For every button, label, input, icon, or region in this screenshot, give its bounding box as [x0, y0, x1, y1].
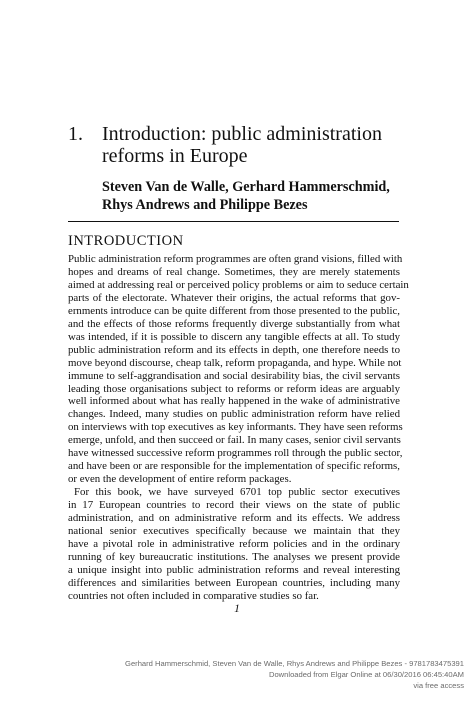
body-line: aimed at addressing real or perceived policy problems or aim to seduce certain	[68, 278, 409, 291]
body-line: move beyond discourse, cheap talk, reform propaganda, and hype. While not	[68, 356, 402, 369]
body-text	[68, 253, 409, 603]
chapter-title-line: reforms in Europe	[102, 145, 248, 167]
body-line: and have been or are responsible for the implementation of specific reforms,	[68, 460, 400, 473]
authors-line: Rhys Andrews and Philippe Bezes	[102, 197, 308, 213]
authors-line: Steven Van de Walle, Gerhard Hammerschmid,	[102, 179, 390, 195]
body-line: administration, and on administrative reform and its effects. We address	[68, 512, 400, 525]
body-line: well informed about what has really happened in the wake of administrative	[68, 395, 400, 408]
body-line: parts of the electorate. Whatever their origins, the actual reforms that gov-	[68, 291, 400, 304]
body-line: a unique insight into public administration reforms and reveal interesting	[68, 563, 400, 576]
body-line: ernments introduce can be quite different from those presented to the public,	[68, 304, 400, 317]
chapter-number: 1.	[68, 123, 83, 145]
body-line: on interviews with top executives as key informants. They have seen reforms	[68, 421, 403, 434]
body-line: emerge, unfold, and then succeed or fail. In many cases, senior civil servants	[68, 434, 401, 447]
body-line: running of key bureaucratic institutions. The analyses we present provide	[68, 550, 400, 563]
body-line: was intended, if it is possible to discern any tangible effects at all. To study	[68, 330, 400, 343]
page-number: 1	[234, 603, 240, 615]
body-line: Public administration reform programmes are often grand visions, filled with	[68, 253, 403, 265]
body-line: have witnessed successive reform programmes roll through the public sector,	[68, 447, 403, 460]
body-line: countries not often included in comparative studies so far.	[68, 589, 319, 602]
chapter-heading	[68, 123, 408, 167]
body-line: in 17 European countries to record their views on the state of public	[68, 499, 400, 512]
body-line: hopes and dreams of real change. Sometimes, they are merely statements	[68, 265, 400, 278]
body-line: or even the development of entire reform packages.	[68, 473, 292, 486]
body-line: changes. Indeed, many studies on public administration reform have relied	[68, 408, 400, 421]
body-line: For this book, we have surveyed 6701 top public sector executives	[74, 486, 400, 499]
body-line: immune to self-aggrandisation and social desirability bias, the civil servants	[68, 369, 400, 382]
footer-line: Downloaded from Elgar Online at 06/30/2016 06:45:40AM	[268, 670, 464, 679]
chapter-title-line: Introduction: public administration	[102, 123, 382, 145]
body-line: have a pivotal role in administrative reform policies and in the ordinary	[68, 537, 400, 550]
download-footer	[4, 658, 464, 691]
body-line: leading those organisations subject to reforms or reform ideas are arguably	[68, 382, 400, 395]
footer-line: via free access	[413, 681, 464, 690]
chapter-title	[102, 123, 402, 167]
heading-divider	[68, 221, 399, 222]
chapter-authors	[102, 178, 412, 214]
body-line: public administration reform and its effects in depth, one therefore needs to	[68, 343, 400, 356]
footer-line: Gerhard Hammerschmid, Steven Van de Walle, Rhys Andrews and Philippe Bezes - 9781783475391	[125, 659, 464, 668]
body-line: national senior executives specifically because we maintain that they	[68, 525, 400, 538]
section-heading: INTRODUCTION	[68, 233, 184, 249]
body-line: and the effects of those reforms frequently diverge substantially from what	[68, 317, 400, 330]
body-line: differences and similarities between European countries, including many	[68, 576, 400, 589]
